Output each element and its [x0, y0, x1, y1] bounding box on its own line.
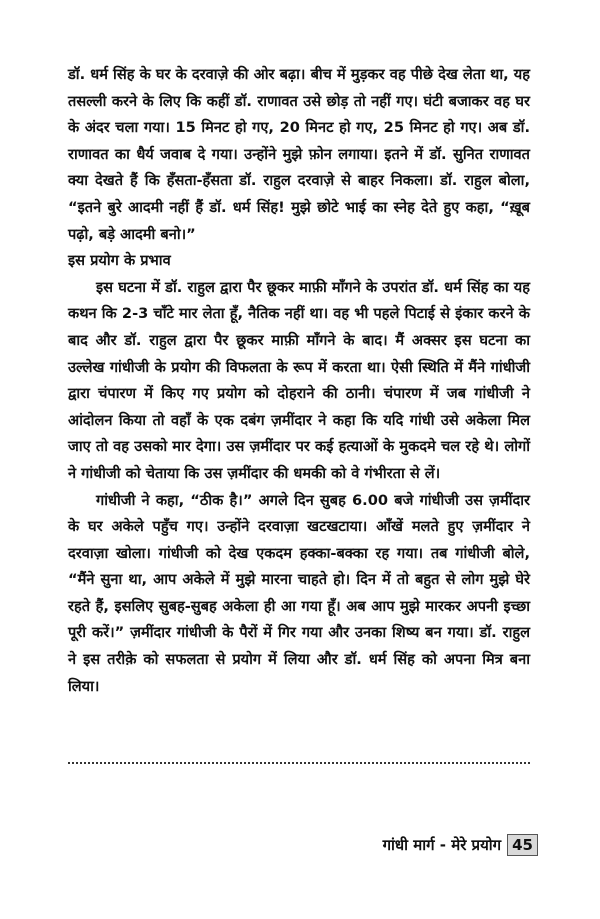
body-text: [68, 62, 530, 700]
paragraph: इस घटना में डॉ. राहुल द्वारा पैर छूकर माफ़ी माँगने के उपरांत डॉ. धर्म सिंह का यह कथन कि 2-3 चाँटे मार लेता हूँ, नैतिक नहीं था। वह भी पहले पिटाई से इंकार करने के बाद और डॉ. राहुल द्वारा पैर छूकर माफ़ी माँगने के बाद। मैं अक्सर इस घटना का उल्लेख गांधीजी के प्रयोग की विफलता के रूप में करता था। ऐसी स्थिति में मैंने गांधीजी द्वारा चंपारण में किए गए प्रयोग को दोहराने की ठानी। चंपारण में जब गांधीजी ने आंदोलन किया तो वहाँ के एक दबंग ज़मींदार ने कहा कि यदि गांधी उसे अकेला मिल जाए तो वह उसको मार देगा। उस ज़मींदार पर कई हत्याओं के मुकदमे चल रहे थे। लोगों ने गांधीजी को चेताया कि उस ज़मींदार की धमकी को वे गंभीरता से लें।: [68, 278, 530, 482]
page-number: 45: [507, 834, 538, 856]
paragraph: गांधीजी ने कहा, “ठीक है।” अगले दिन सुबह 6.00 बजे गांधीजी उस ज़मींदार के घर अकेले पहुँच गए। उन्होंने दरवाज़ा खटखटाया। आँखें मलते हुए ज़मींदार ने दरवाज़ा खोला। गांधीजी को देख एकदम हक्का-बक्का रह गया। तब गांधीजी बोले, “मैंने सुना था, आप अकेले में मुझे मारना चाहते हो। दिन में तो बहुत से लोग मुझे घेरे रहते हैं, इसलिए सुबह-सुबह अकेला ही आ गया हूँ। अब आप मुझे मारकर अपनी इच्छा पूरी करें।” ज़मींदार गांधीजी के पैरों में गिर गया और उनका शिष्य बन गया। डॉ. राहुल ने इस तरीक़े को सफलता से प्रयोग में लिया और डॉ. धर्म सिंह को अपना मित्र बना लिया।: [68, 491, 530, 695]
page-footer: [383, 834, 538, 856]
paragraph-continuation: डॉ. धर्म सिंह के घर के दरवाज़े की ओर बढ़ा। बीच में मुड़कर वह पीछे देख लेता था, यह तसल्ली करने के लिए कि कहीं डॉ. राणावत उसे छोड़ तो नहीं गए। घंटी बजाकर वह घर के अंदर चला गया। 15 मिनट हो गए, 20 मिनट हो गए, 25 मिनट हो गए। अब डॉ. राणावत का धैर्य जवाब दे गया। उन्होंने मुझे फ़ोन लगाया। इतने में डॉ. सुनित राणावत क्या देखते हैं कि हँसता-हँसता डॉ. राहुल दरवाज़े से बाहर निकला। डॉ. राहुल बोला, “इतने बुरे आदमी नहीं हैं डॉ. धर्म सिंह! मुझे छोटे भाई का स्नेह देते हुए कहा, “ख़ूब पढ़ो, बड़े आदमी बनो।”: [68, 66, 530, 243]
book-title: गांधी मार्ग - मेरे प्रयोग: [382, 836, 502, 854]
section-heading: इस प्रयोग के प्रभाव: [68, 252, 171, 270]
dotted-separator: [68, 762, 530, 764]
